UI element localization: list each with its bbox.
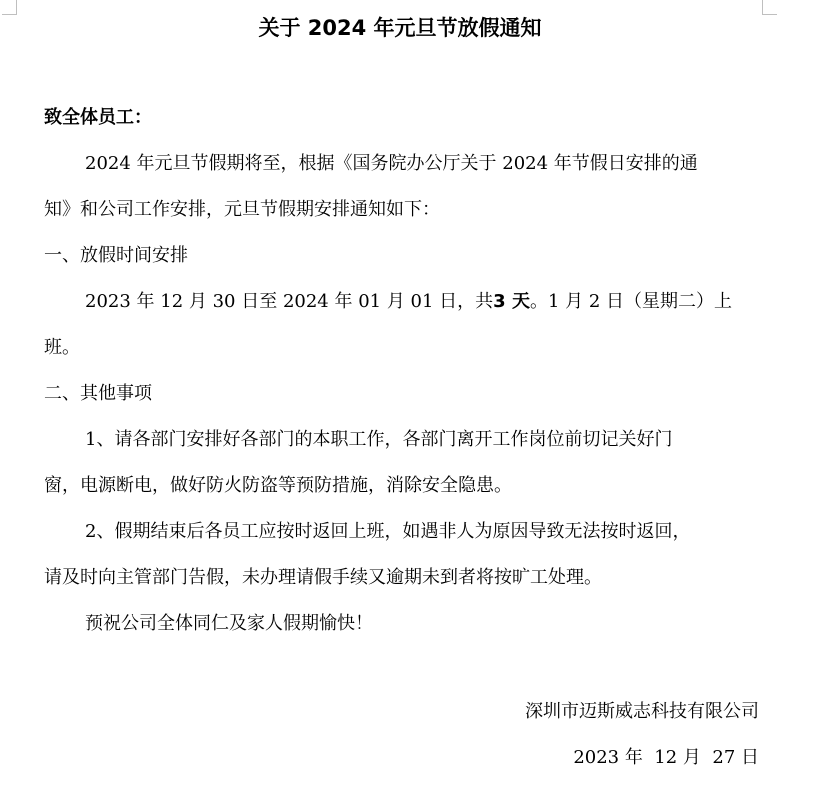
item-1-line-2: 窗，电源断电，做好防火防盗等预防措施，消除安全隐患。 xyxy=(44,475,512,496)
signature-company: 深圳市迈斯威志科技有限公司 xyxy=(525,701,759,722)
section-1-heading: 一、放假时间安排 xyxy=(44,245,188,266)
intro-line-1: 2024 年元旦节假期将至，根据《国务院办公厅关于 2024 年节假日安排的通 xyxy=(85,153,698,174)
item-1-line-1: 1、请各部门安排好各部门的本职工作，各部门离开工作岗位前切记关好门 xyxy=(85,429,673,450)
holiday-dates-text: 2023 年 12 月 30 日至 2024 年 01 月 01 日，共 xyxy=(85,291,494,312)
return-date-text: 。1 月 2 日（星期二）上 xyxy=(529,291,733,312)
item-2-line-2: 请及时向主管部门告假，未办理请假手续又逾期未到者将按旷工处理。 xyxy=(44,567,602,588)
section-2-heading: 二、其他事项 xyxy=(44,383,152,404)
salutation: 致全体员工： xyxy=(44,107,152,128)
document-title: 关于 2024 年元旦节放假通知 xyxy=(258,16,542,40)
closing-wish: 预祝公司全体同仁及家人假期愉快！ xyxy=(85,613,373,634)
intro-line-2: 知》和公司工作安排，元旦节假期安排通知如下： xyxy=(44,199,440,220)
signature-date: 2023 年 12 月 27 日 xyxy=(573,747,759,768)
section-1-line-2: 班。 xyxy=(44,337,80,358)
item-2-line-1: 2、假期结束后各员工应按时返回上班，如遇非人为原因导致无法按时返回， xyxy=(85,521,691,542)
section-1-line-1 xyxy=(85,288,805,316)
holiday-days-count: 3 天 xyxy=(493,291,530,312)
